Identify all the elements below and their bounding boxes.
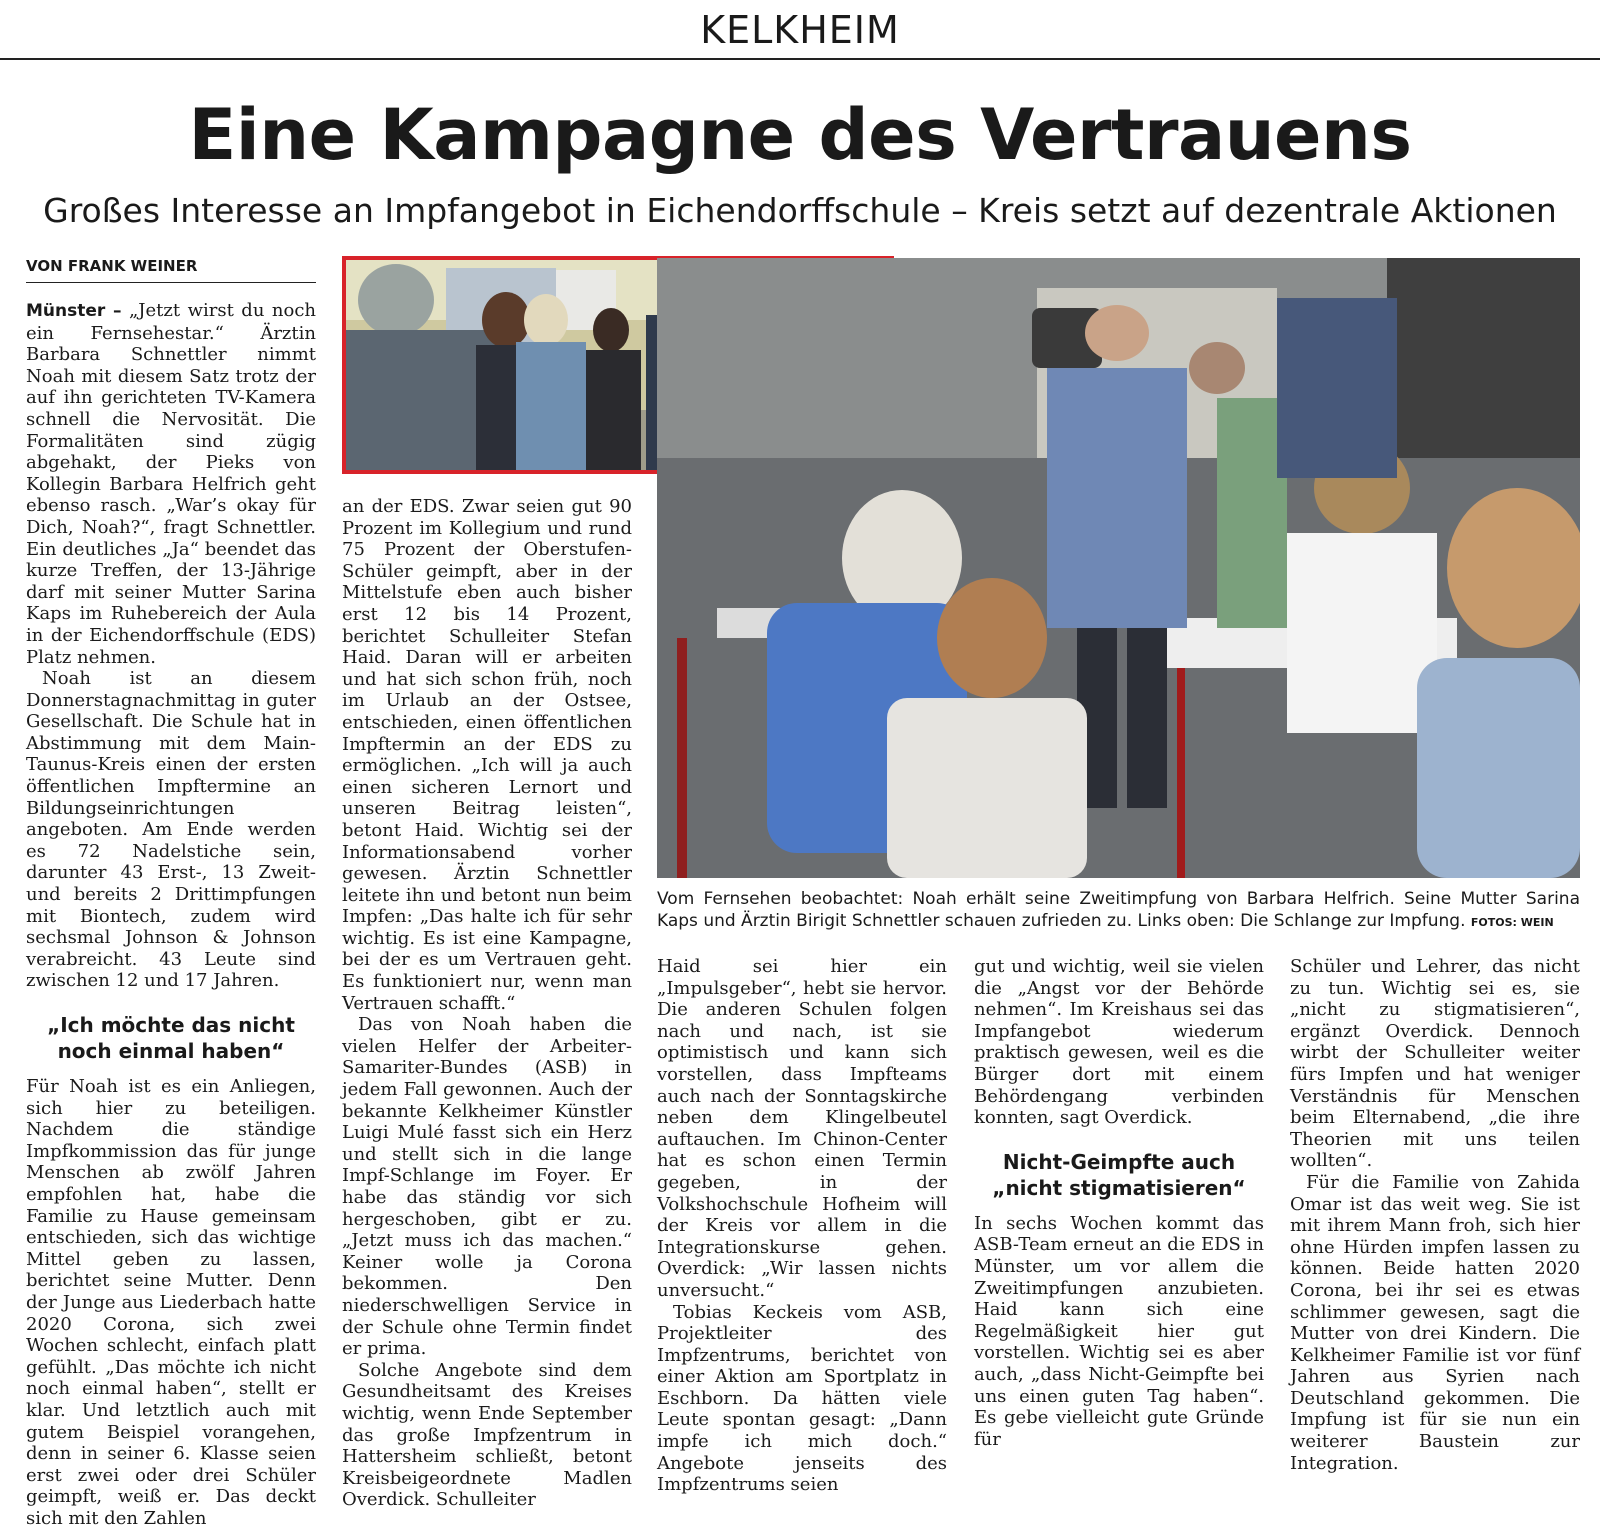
paragraph: an der EDS. Zwar seien gut 90 Prozent im Kollegium und rund 75 Prozent der Oberstufen-Schüler geimpft, aber in der Mittelstufe eben auch bisher erst 12 bis 14 Prozent, berichtet Schulleiter Stefan Haid. Daran will er arbeiten und hat sich schon früh, noch im Urlaub an der Ostsee, entschieden, einen öffentlichen Impftermin an der EDS zu ermöglichen. „Ich will ja auch einen sicheren Lernort und unseren Beitrag leisten“, betont Haid. Wichtig sei der Informationsabend vorher gewesen. Ärztin Schnettler leitete ihn und betont nun beim Impfen: „Das halte ich für sehr wichtig. Es ist eine Kampagne, bei der es um Vertrauen geht. Es funktioniert nur, wenn man Vertrauen schafft.“ — [342, 496, 632, 1014]
paragraph: Noah ist an diesem Donnerstagnachmittag in guter Gesellschaft. Die Schule hat in Abstimmung mit dem Main-Taunus-Kreis einen der ersten öffentlichen Impftermine an Bildungseinrichtungen angeboten. Am Ende werden es 72 Nadelstiche sein, darunter 43 Erst-, 13 Zweit- und bereits 2 Drittimpfungen mit Biontech, zudem wird sechsmal Johnson & Johnson verabreicht. 43 Leute sind zwischen 12 und 17 Jahren. — [26, 668, 316, 992]
byline: VON FRANK WEINER — [26, 257, 198, 275]
subheadline: Großes Interesse an Impfangebot in Eichendorffschule – Kreis setzt auf dezentrale Aktionen — [43, 191, 1557, 230]
photo-caption — [657, 888, 1580, 934]
subheading: Nicht-Geimpfte auch „nicht stigmatisieren“ — [992, 1149, 1246, 1200]
article-column-4 — [974, 956, 1264, 1450]
paragraph: gut und wichtig, weil sie vielen die „Angst vor der Behörde nehmen“. Im Kreishaus sei das Impfangebot wiederum praktisch gewesen, weil es die Bürger dort mit einem Behördengang verbinden konnten, sagt Overdick. — [974, 956, 1264, 1129]
byline-rule — [26, 282, 316, 283]
section-rule — [0, 58, 1600, 60]
paragraph: Für die Familie von Zahida Omar ist das weit weg. Sie ist mit ihrem Mann froh, sich hier ohne Hürden impfen lassen zu können. Beide hatten 2020 Corona, bei ihr sei es etwas schlimmer gewesen, sagt die Mutter von drei Kindern. Die Kelkheimer Familie ist vor fünf Jahren aus Syrien nach Deutschland gekommen. Die Impfung ist für sie nun ein weiterer Baustein zur Integration. — [1290, 1171, 1580, 1474]
vaccination-photo — [657, 258, 1580, 878]
paragraph: Haid sei hier ein „Impulsgeber“, hebt sie hervor. Die anderen Schulen folgen nach und nach, ist sie optimistisch und kann sich vorstellen, dass Impfteams auch nach der Sonntagskirche neben dem Klingelbeutel auftauchen. Im Chinon-Center hat es schon einen Termin gegeben, in der Volkshochschule Hofheim will der Kreis vor allem in die Integrationskurse gehen. Overdick: „Wir lassen nichts unversucht.“ — [657, 956, 947, 1301]
paragraph: Das von Noah haben die vielen Helfer der Arbeiter-Samariter-Bundes (ASB) in jedem Fall gewonnen. Auch der bekannte Kelkheimer Künstler Luigi Mulé fasst sich ein Herz und stellt sich in die lange Impf-Schlange im Foyer. Er habe das ständig vor sich hergeschoben, gibt er zu. „Jetzt muss ich das machen.“ Keiner wolle ja Corona bekommen. Den niederschwelligen Service in der Schule ohne Termin findet er prima. — [342, 1014, 632, 1360]
caption-text: Vom Fernsehen beobachtet: Noah erhält seine Zweitimpfung von Barbara Helfrich. Seine Mutter Sarina Kaps und Ärztin Birigit Schnettler schauen zufrieden zu. Links oben: Die Schlange zur Impfung. — [657, 889, 1580, 931]
lead-paragraph — [26, 300, 316, 668]
paragraph: Für Noah ist es ein Anliegen, sich hier zu beteiligen. Nachdem die ständige Impfkommission das für junge Menschen ab zwölf Jahren empfohlen hat, habe die Familie zu Hause gemeinsam entschieden, sich das wichtige Mittel geben zu lassen, berichtet seine Mutter. Denn der Junge aus Liederbach hatte 2020 Corona, sich zwei Wochen schlecht, einfach platt gefühlt. „Das möchte ich nicht noch einmal haben“, stellt er klar. Und letztlich auch mit gutem Beispiel vorangehen, denn in seiner 6. Klasse seien erst zwei oder drei Schüler geimpft, weiß er. Das deckt sich mit den Zahlen — [26, 1076, 316, 1529]
photo-credit: FOTOS: WEIN — [1470, 916, 1554, 929]
section-title: KELKHEIM — [700, 8, 900, 52]
paragraph: In sechs Wochen kommt das ASB-Team erneut an die EDS in Münster, um vor allem die Zweitimpfungen anzubieten. Haid kann sich eine Regelmäßigkeit hier gut vorstellen. Wichtig sei es aber auch, „dass Nicht-Geimpfte bei uns einen guten Tag haben“. Es gebe vielleicht gute Gründe für — [974, 1212, 1264, 1450]
dateline: Münster – — [26, 301, 122, 321]
article-column-2 — [342, 496, 632, 1511]
headline: Eine Kampagne des Vertrauens — [188, 94, 1412, 176]
article-column-5 — [1290, 956, 1580, 1474]
vaccination-photo-illustration — [657, 258, 1580, 878]
paragraph-text: „Jetzt wirst du noch ein Fernsehestar.“ Ärztin Barbara Schnettler nimmt Noah mit diesem Satz trotz der auf ihn gerichteten TV-Kamera schnell die Nervosität. Die Formalitäten sind zügig abgehakt, der Pieks von Kollegin Barbara Helfrich geht ebenso rasch. „War’s okay für Dich, Noah?“, fragt Schnettler. Ein deutliches „Ja“ beendet das kurze Treffen, der 13-Jährige darf mit seiner Mutter Sarina Kaps im Ruhebereich der Aula in der Eichendorffschule (EDS) Platz nehmen. — [26, 300, 316, 668]
paragraph: Solche Angebote sind dem Gesundheitsamt des Kreises wichtig, wenn Ende September das große Impfzentrum in Hattersheim schließt, betont Kreisbeigeordnete Madlen Overdick. Schulleiter — [342, 1359, 632, 1511]
article-column-3 — [657, 956, 947, 1496]
article-column-1 — [26, 300, 316, 1529]
paragraph: Tobias Keckeis vom ASB, Projektleiter des Impfzentrums, berichtet von einer Aktion am Sportplatz in Eschborn. Da hätten viele Leute spontan gesagt: „Dann impfe ich mich doch.“ Angebote jenseits des Impfzentrums seien — [657, 1301, 947, 1496]
paragraph: Schüler und Lehrer, das nicht zu tun. Wichtig sei es, sie „nicht zu stigmatisieren“, ergänzt Overdick. Dennoch wirbt der Schulleiter weiter fürs Impfen und hat weniger Verständnis für Menschen beim Elternabend, „die ihre Theorien mit uns teilen wollten“. — [1290, 956, 1580, 1172]
subheading: „Ich möchte das nicht noch einmal haben“ — [47, 1013, 295, 1063]
